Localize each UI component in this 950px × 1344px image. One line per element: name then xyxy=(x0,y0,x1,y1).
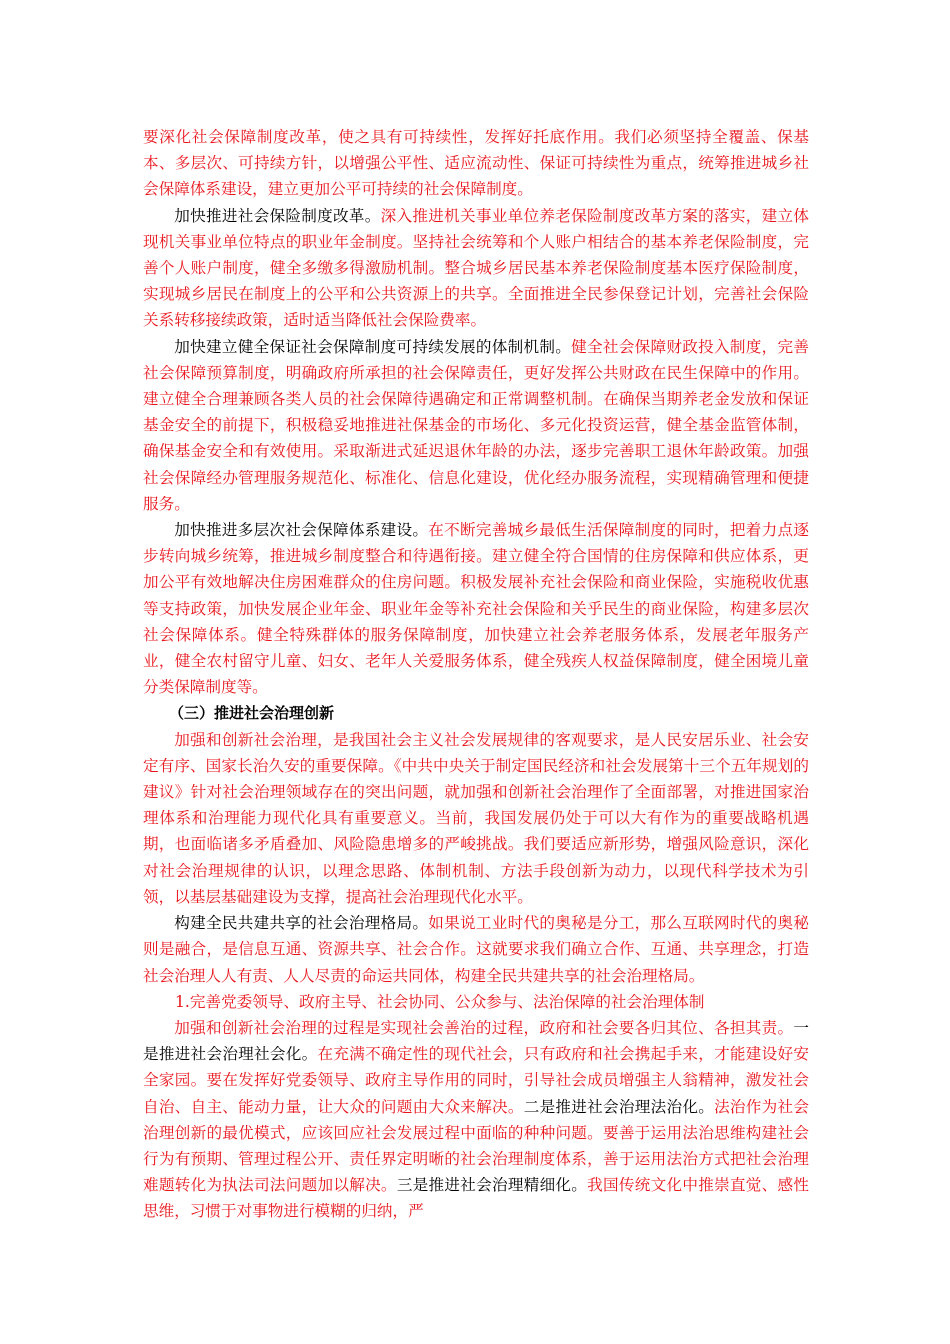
paragraph-social-insurance-reform xyxy=(143,203,809,334)
red-text: 在不断完善城乡最低生活保障制度的同时，把着力点逐步转向城乡统筹，推进城乡制度整合和待遇衔接。建立健全符合国情的住房保障和供应体系，更加公平有效地解决住房困难群众的住房问题。积极发展补充社会保险和商业保险，实施税收优惠等支持政策，加快发展企业年金、职业年金等补充社会保险和关乎民生的商业保险，构建多层次社会保障体系。健全特殊群体的服务保障制度，加快建立社会养老服务体系，发展老年服务产业，健全农村留守儿童、妇女、老年人关爱服务体系，健全残疾人权益保障制度，健全困境儿童分类保障制度等。 xyxy=(143,521,809,697)
red-text: 在充满不确定性的现代社会，只有政府和社会携起手来，才能建设好安全家园。要在发挥好党委领导、政府主导作用的同时，引导社会成员增强主人翁精神，激发社会自治、自主、能动力量，让大众的问题由大众来解决。 xyxy=(143,1045,809,1116)
paragraph-governance-pattern xyxy=(143,910,809,989)
paragraph-social-security-intro xyxy=(143,124,809,203)
section-heading-social-governance: （三）推进社会治理创新 xyxy=(169,704,335,723)
paragraph-sustainable-mechanism xyxy=(143,334,809,517)
lead-text: 加快推进多层次社会保障体系建设。 xyxy=(174,521,429,540)
paragraph-multilevel-system xyxy=(143,517,809,700)
lead-text: 加快推进社会保险制度改革。 xyxy=(174,206,381,225)
lead-text: 三是推进社会治理精细化。 xyxy=(396,1176,588,1195)
subheading-governance-system: 1.完善党委领导、政府主导、社会协同、公众参与、法治保障的社会治理体制 xyxy=(175,992,705,1011)
lead-text: 二是推进社会治理法治化。 xyxy=(523,1097,715,1116)
lead-text: 一是推进社会治理社会化。 xyxy=(143,1018,809,1064)
red-text: 健全社会保障财政投入制度，完善社会保障预算制度，明确政府所承担的社会保障责任，更好发挥公共财政在民生保障中的作用。建立健全合理兼顾各类人员的社会保障待遇确定和正常调整机制。在确保当期养老金发放和保证基金安全的前提下，积极稳妥地推进社保基金的市场化、多元化投资运营，健全基金监管体制，确保基金安全和有效使用。采取渐进式延迟退休年龄的办法，逐步完善职工退休年龄政策。加强社会保障经办管理服务规范化、标准化、信息化建设，优化经办服务流程，实现精确管理和便捷服务。 xyxy=(143,337,809,513)
paragraph-governance-process xyxy=(143,1015,809,1225)
lead-text: 加快建立健全保证社会保障制度可持续发展的体制机制。 xyxy=(174,337,572,356)
red-text: 我国传统文化中推崇直觉、感性思维，习惯于对事物进行模糊的归纳，严 xyxy=(143,1176,809,1221)
document-body xyxy=(143,124,809,1225)
red-text: 加强和创新社会治理，是我国社会主义社会发展规律的客观要求，是人民安居乐业、社会安定有序、国家长治久安的重要保障。《中共中央关于制定国民经济和社会发展第十三个五年规划的建议》针对社会治理领域存在的突出问题，就加强和创新社会治理作了全面部署，对推进国家治理体系和治理能力现代化具有重要意义。当前，我国发展仍处于可以大有作为的重要战略机遇期，也面临诸多矛盾叠加、风险隐患增多的严峻挑战。我们要适应新形势，增强风险意识，深化对社会治理规律的认识，以理念思路、体制机制、方法手段创新为动力，以现代科学技术为引领，以基层基础建设为支撑，提高社会治理现代化水平。 xyxy=(143,730,809,906)
red-text: 加强和创新社会治理的过程是实现社会善治的过程，政府和社会要各归其位、各担其责。 xyxy=(174,1018,794,1037)
red-text: 深入推进机关事业单位养老保险制度改革方案的落实，建立体现机关事业单位特点的职业年金制度。坚持社会统筹和个人账户相结合的基本养老保险制度，完善个人账户制度，健全多缴多得激励机制。整合城乡居民基本养老保险制度基本医疗保险制度，实现城乡居民在制度上的公平和公共资源上的共享。全面推进全民参保登记计划，完善社会保险关系转移接续政策，适时适当降低社会保险费率。 xyxy=(143,206,809,330)
red-text: 法治作为社会治理创新的最优模式，应该回应社会发展过程中面临的种种问题。要善于运用法治思维构建社会行为有预期、管理过程公开、责任界定明晰的社会治理制度体系，善于运用法治方式把社会治理难题转化为执法司法问题加以解决。 xyxy=(143,1097,809,1195)
red-text: 如果说工业时代的奥秘是分工，那么互联网时代的奥秘则是融合，是信息互通、资源共享、社会合作。这就要求我们确立合作、互通、共享理念，打造社会治理人人有责、人人尽责的命运共同体，构建全民共建共享的社会治理格局。 xyxy=(143,914,809,985)
red-text: 要深化社会保障制度改革，使之具有可持续性，发挥好托底作用。我们必须坚持全覆盖、保基本、多层次、可持续方针，以增强公平性、适应流动性、保证可持续性为重点，统筹推进城乡社会保障体系建设，建立更加公平可持续的社会保障制度。 xyxy=(143,128,809,199)
paragraph-governance-intro xyxy=(143,727,809,910)
lead-text: 构建全民共建共享的社会治理格局。 xyxy=(174,914,429,933)
